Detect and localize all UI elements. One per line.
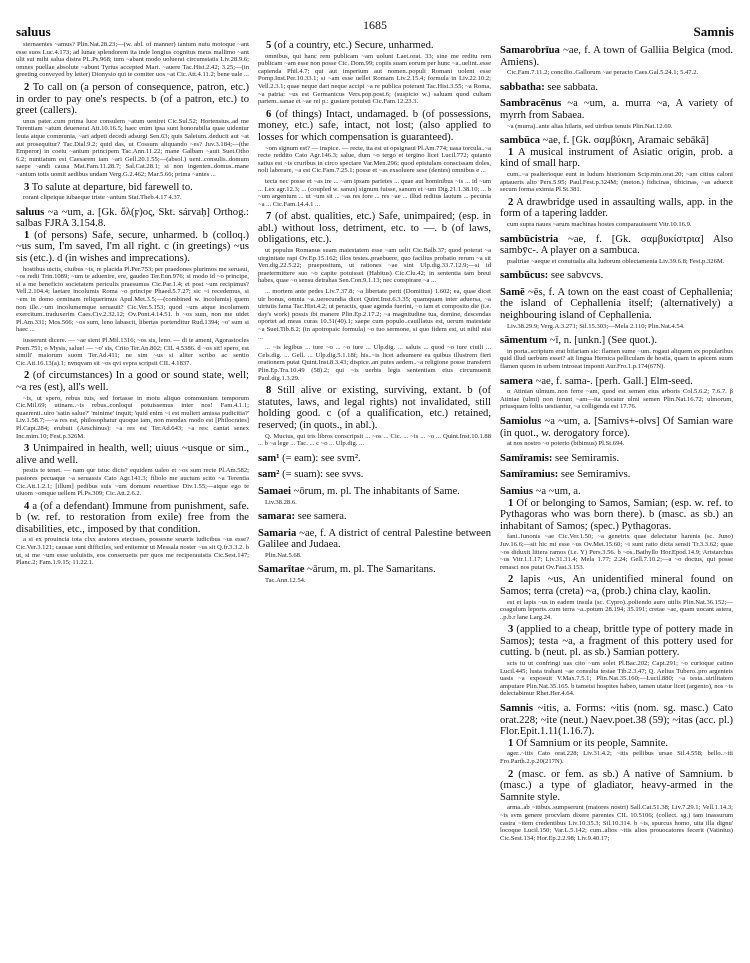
entry-lemma bbox=[500, 45, 733, 68]
sense-text: (masc. or fem. as sb.) A native of Samnium. b (masc.) a type of gladiator, heavy-armed in the Samnite style. bbox=[500, 768, 733, 803]
sense-number: 4 bbox=[24, 500, 30, 512]
sense-number: 1 bbox=[508, 497, 514, 509]
sense-number: 3 bbox=[508, 624, 514, 636]
sense-definition bbox=[16, 443, 249, 466]
lemma-grammar: ~ae, f. [Gk. σαμβυκίστρια] Also sambȳc-. A player on a sambuca. bbox=[500, 233, 733, 257]
column-left bbox=[16, 40, 249, 955]
citation-text: a si ex prouincia tota clxx aratores eiecisses, possesne seueris iudicibus ~us esse? Cic.Ver.3.121; causae sunt difficiles, sed enitemur ut Messala noster ~us sit Q.fr.3.3.2. b ut, si me ~um esse uoluistis, eos conseruetis per quos me reciperauistis Cic.Sest.147; Planc.2; Fam.1.9.15; 11.22.1. bbox=[16, 536, 249, 567]
sense-definition bbox=[500, 574, 733, 597]
citation-text: iusserunt dicere. — ~ae sient Pl.Mil.1316; ~os sis, leno. — di te ament, Agorastocles Poen.751; o Mysis, salue! — ~o' sis, Crito Ter.An.802; CIL 4.5386. d ~os sit! spero, est simili' maiorum suom Ter.Ad.411; ne sim ~us si aliter scribo ac sentio Cic.Att.16.13(a).1; nvnqvam sit ~os qvi svpra scripsit CIL 4.1837. bbox=[16, 337, 249, 367]
sense-definition bbox=[500, 624, 733, 659]
lemma-grammar: ~itis, a. Forms: ~itis (nom. sg. masc.) Cato orat.228; ~ite (neut.) Naev.poet.38 (59); ~itas (acc. pl.) Flor.Epit.1.11(1.16.7). bbox=[500, 703, 733, 738]
headword: Samīramius: bbox=[500, 469, 559, 481]
headword: sambūcus: bbox=[500, 270, 549, 282]
headword: sāmentum bbox=[500, 335, 548, 347]
sense-definition bbox=[500, 147, 733, 170]
citation-text: Q. Mucius, qui tris libros conscripsit ... ~os ... Cic. ... ~is ... ~o ... Quint.Inst.10.1.88 ... b ~a lege ... Tac. ... c ~o ... Ulp.dig. ... bbox=[258, 432, 491, 448]
sense-definition bbox=[16, 370, 249, 393]
citation-text: hostibus uictis, ciuibus ~is, re placida Pl.Per.753; per praedones plurimos me seruaui, ~os redii Trin.1089; ~um te aduenire, ere, gaudeo Ter.Eun.976; si modo id ~o principe, si a me beneficio societatem periculis praesumus Cic.Par.1.4; et post ~um recipimus? Vell.2.104.4; laetare incolumis Roma ~o principe Phaed.5.7.27; sic ~i recedemus, si ~em in domo ceminam reliquerimus Apul.Met.3.5;—(combined w. incolumis) quem non ille..~um incolumemque seruauit? Cic.Ver.5.153; quod ~um atque incolumem exercitum..traduxerim Caes.Civ.2.32.12; Ov.Pont.4.14.51. b ~os sum, non me uidet Pl.Am.331; Mos.566; ~os sum, leno labascit, libertas portenditur Rud.1394; ~o' sum si haec ... bbox=[16, 265, 249, 334]
citation-text: psaltriae ~aeque et conuiualia alia ludorum oblectamenta Liv.39.6.8; Fest.p.326M. bbox=[507, 257, 725, 265]
headword: Samarobrīua bbox=[500, 45, 560, 56]
sense-text: Unimpaired in health, well; uiuus ~usque or sim., alive and well. bbox=[16, 443, 249, 466]
sense-definition bbox=[258, 40, 491, 52]
sense-number: 1 bbox=[508, 737, 514, 749]
lemma-grammar: ~ae, f. [Gk. σαμβύκη, Aramaic sebākā] bbox=[540, 135, 709, 147]
sense-text: To call on (a person of consequence, patron, etc.) in order to pay one's respects. b (of a patron, etc.) to greet (callers). bbox=[16, 81, 249, 117]
sense-text: (applied to a cheap, brittle type of pottery made in Samos); testa ~a, a fragment of this pottery used for cutting. b (neut. pl. as sb.) Samian pottery. bbox=[500, 624, 733, 659]
entry-lemma bbox=[500, 703, 733, 738]
sense-text: Still alive or existing, surviving, extant. b (of statutes, laws, and legal rights) not invalidated, still holding good. c (of a qualification, etc.) retained, reserved; (in quots., in abl.). bbox=[258, 385, 491, 431]
citation-text: est et lapis ~us in eadem insula (sc. Cypro)..poliendo auro utilis Plin.Nat.36.152;—coagulum leporis..cum terra ~a..potum 28.194; 35.191; cretae ~ae, quam uocant astera, ..p.b.r lane Larg.24. bbox=[500, 598, 733, 621]
sense-number: 5 bbox=[266, 40, 272, 51]
citation-text: at nos nostro ~o poterio (bibimus) Pl.St.694. bbox=[507, 440, 625, 448]
sense-definition bbox=[16, 230, 249, 265]
citation-text: Liv.38.29.9; Verg.A.3.271; Sil.15.303;—Mela 2.110; Plin.Nat.4.54. bbox=[507, 322, 685, 330]
lemma-grammar: ~ae, f. A town of Galliia Belgica (mod. Amiens). bbox=[500, 45, 733, 68]
entry-lemma bbox=[500, 376, 733, 388]
left-guide-word: saluus bbox=[16, 24, 51, 39]
entry-lemma bbox=[500, 453, 733, 465]
sense-definition bbox=[500, 738, 733, 750]
lemma-grammar: ~a ~um, a. [Samivs+-olvs] Of Samian ware (in quot., w. derogatory force). bbox=[500, 416, 733, 439]
entry-lemma bbox=[258, 469, 491, 481]
headword: Samē bbox=[500, 286, 525, 298]
entry-lemma bbox=[500, 234, 733, 257]
sense-definition bbox=[16, 182, 249, 194]
sense-text: (of a country, etc.) Secure, unharmed. bbox=[271, 40, 434, 51]
headword: Samaei bbox=[258, 485, 291, 497]
citation-text: ~om signum est? — inspice. — recte, ita est ut opsignaui Pl.Am.774; uasa torcula..~a recte reddito Cato Agr.146.3; salue, dum ~o tergo et tergino licet Lucil.772; quianto satius est ~is cruribus in circo spectare Var.Men.296; quod epistulam conscissam doles, noli laborare, ~a est Cic.Fam.7.25.1; posse et ~as exsoluere sese (dentes) omnibus e ... bbox=[258, 144, 491, 175]
headword: samera bbox=[500, 375, 533, 387]
citation-text: α Atinian ulmum..non ferre ~am, quod est semen eius arboris Col.5.6.2; 7.6.7. β Atiniae (ulmi) non ferunt ~am—ita uocatur ulmi semen Plin.Nat.16.72; ulmorum, priusquam foliis uestiantur, ~a colligenda est 17.76. bbox=[500, 388, 733, 411]
sense-text: To salute at departure, bid farewell to. bbox=[29, 181, 193, 193]
lemma-grammar: (= eam): see svm². bbox=[279, 452, 361, 464]
headword: Sambracēnus bbox=[500, 98, 562, 110]
lemma-grammar: ~ōrum, m. pl. The inhabitants of Same. bbox=[290, 485, 460, 497]
headword: samara: bbox=[258, 511, 296, 523]
sense-number: 7 bbox=[266, 211, 272, 223]
sense-text: a (of a defendant) Immune from punishment, safe. b (w. ref. to restoration from exile) free from the disabilities, etc., imposed by that condition. bbox=[16, 500, 249, 535]
sense-text: (of circumstances) In a good or sound state, well; ~a res (est), all's well. bbox=[16, 370, 249, 393]
headword: Samius bbox=[500, 485, 533, 497]
sense-number: 3 bbox=[24, 181, 30, 193]
sense-number: 2 bbox=[508, 574, 514, 586]
right-guide-word: Samnis bbox=[693, 24, 734, 39]
entry-lemma bbox=[500, 486, 733, 498]
citation-text: Liv.38.28.6. bbox=[265, 498, 297, 506]
page-number: 1685 bbox=[363, 18, 387, 32]
entry-lemma bbox=[500, 287, 733, 322]
citation-text: ager..~itis Cato orat.228; Liv.31.4.2; ~itis pellibus ursae Sil.4.558; bello..~iti Fro.Parth.2.p.20(217N). bbox=[500, 750, 733, 765]
sense-number: 2 bbox=[24, 370, 30, 382]
sense-definition bbox=[258, 211, 491, 246]
lemma-grammar: see Semiramivs. bbox=[558, 469, 631, 481]
lemma-grammar: see sabvcvs. bbox=[548, 270, 604, 282]
sense-number: 3 bbox=[24, 443, 30, 455]
citation-text: scis tu ut confringi uas cito ~um solet Pl.Bac.202; Capt.291; ~o curioque catino Lucil.445; lusta trahant ~ae consulta testae Tib.2.3.47; Q. Aelius Tubero..pro argenteis uasis ~a exposuit V.Max.7.5.1; Plin.Nat.35.160;—Lucil.880; ~a testa..uirilitatem amputare Plin.Nat.35.165. b tametsi hospites habeo, tamen utatur licet (argento), nos ~is delectabimur Rhet.Her.4.64. bbox=[500, 660, 733, 698]
sense-definition bbox=[258, 385, 491, 431]
citation-text: ut populus Romanus suam maiestatem esse ~am uelit Cic.Balb.37; quod poterat ~a uirginitate rapi Ov.Ep.15.162; illos testes..praebuere, quo facilius probatio rerum ~a sit Ven.dig.22.5.22; praepositum, ut rationes ~ae sint Ulp.dig.33.7.12.9;—si id praetermittere suo ~o capite potuisset (Habitus) Cic.Clu.42; in sententia tam breui habes, quae ~o sensu detrahas Sen.Con.9.1.13; nec conspirare ~a ... bbox=[258, 247, 491, 285]
sense-number: 2 bbox=[508, 768, 514, 780]
dictionary-columns bbox=[16, 40, 734, 955]
headword: sambūcistria bbox=[500, 233, 559, 245]
sense-definition bbox=[500, 769, 733, 804]
sense-text: lapis ~us, An unidentified mineral found on Samos; terra (creta) ~a, (prob.) china clay, kaolin. bbox=[500, 574, 733, 597]
citation-text: Tac.Ann.12.54. bbox=[265, 577, 306, 585]
lemma-grammar: ~ārum, m. pl. The Samaritans. bbox=[304, 564, 436, 576]
entry-lemma bbox=[500, 82, 733, 94]
citation-text: Plin.Nat.5.68. bbox=[265, 551, 302, 559]
sense-number: 2 bbox=[508, 196, 514, 208]
sense-number: 1 bbox=[508, 146, 514, 158]
citation-text: arma..ab ~itibus..sumpserunt (maiores nostri) Sall.Cat.51.38; Liv.7.29.1; Vell.1.14.3; ~is svm genere procvlam dixere parentes CIL 10.5106; (collect. sg.) iam inassurum castra ~item credentibus Liv.10.35.3; Sil.10.314. b ~is, spurcus homo, uita illa dignu' locoque Lucil.150; Var.L.5.142; cum..alios ~itis alios prouocatores fecerit (Vatinius) Cic.Sest.134; Hor.Ep.2.2.98; Liv.9.40.17; bbox=[500, 804, 733, 842]
citation-text: fani..Iunonis ~ae Cic.Ver.1.50; ~a genetrix quae delectatur harenis (sc. Juno) Juv.16.6;—sit hic mi esse ~us Ov.Met.15.60; ~i sunt ratio dicta sensit Tr.3.3.62; quae ~os diduxit littera ramos (i.e. Y) Pers.3.56. b ~os..Bathyllo Hor.Epod.14.9; Aristarchus ~us Vitr.1.1.17; Liv.31.31.4; Mela 1.77; 2.24; Gell.7.10.2;—a ~o doctus, qui posse renasci nos putat Ov.Fast.3.153. bbox=[500, 533, 733, 571]
headword: saluus bbox=[16, 206, 45, 218]
lemma-grammar: ~ī, n. [unkn.] (See quot.). bbox=[547, 335, 657, 347]
citation-text: unus pater..cum prima luce consulem ~atum ueniret Cic.Sul.52; Hortensius..ad me Terentiam ~atum deuenerat Att.10.16.5; haec enim ipsa sunt honorabilia quae uidentur leuia atque communia, ~ari adpeti decedi adsurgi Sen.63; quis Saleium..deducit aut ~at aut prosequitur? Tac.Dial.9.2; quid das, ut Cossum aliquando ~es? Juv.3.184;—(the Emperor) in coetu ~antum principem Tac.Ann.11.22; mane Galbam ~auit Suet.Otho 6.2; nuntiatum est Caesarem iam ~ari Gell.20.1.55;—(absol.) ueni..consulis..domum saepe ~andi causa Mat.Fam.11.28.7; Sal.Cat.28.1; si non ingenten..domus..mane ~antum totis uomit aedibus undam Verg.G.2.462; Mar.5.66; prima ~antes ... bbox=[16, 117, 249, 178]
entry-lemma bbox=[16, 207, 249, 230]
citation-text: omnibus, qui hanc rem publicam ~am uolunt Laet.orat. 33; sine me reditu rem publicam ~am esse non posse Cic. Dom.99; copiis suam eorum per hunc ~a..uelint..esse capienda Phil.4.7; qui aut imperium aut nomen..populi Romani uolent esse Pomp.Inst.Per.10.33.1; si ~am esse uellet Romam Liv.2.15.4; formula in Liv.22.10.2; Vell.2.3.1; quae neque dari neque accipi ~a re publica poterant Tac.Hist.3.55; ~a Roma, ~a patria: ~us est Germanicus Vers.pop.post.6; (suspicio w.) saluam quod cultam partem..sanae et ~ae rei p.: gustare potuisti Cic.Fam.12.23.3. bbox=[258, 52, 491, 106]
citation-text: ~is, ut spero, rebus tuis, sed fortasse in motu aliquo communium temporum Cic.Mil.69; utinam..~is rebus..conloqui potuissemus inter nos! Fam.4.1.1; quaerenti..uiro 'satin salue?' 'minime' inquit; 'quid enim ~i est mulieri amissa pudicitia?' Liv.1.58.7;—~a res est, philosophatur quoque iam, non mendax modo est [Philocrates] Pl.Capt.284; erubuit (Aeschinus): ~a res est Ter.Ad.643; ~a res: cantat senex Inc.mim.10; Fest.p.326M. bbox=[16, 394, 249, 440]
entry-lemma bbox=[258, 486, 491, 498]
headword: Samnis bbox=[500, 703, 533, 715]
sense-text: A musical instrument of Asiatic origin, prob. a kind of small harp. bbox=[500, 146, 733, 170]
sense-number: 1 bbox=[24, 229, 30, 241]
entry-lemma bbox=[258, 453, 491, 465]
lemma-grammar: ~ae, f. sama-. [perh. Gall.] Elm-seed. bbox=[532, 375, 693, 387]
page-header bbox=[16, 18, 734, 39]
lemma-grammar: (= suam): see svvs. bbox=[279, 469, 364, 481]
headword: sam² bbox=[258, 469, 280, 481]
lemma-grammar: ~ae, f. A district of central Palestine between Galilee and Judaea. bbox=[258, 527, 491, 551]
sense-number: 8 bbox=[266, 385, 272, 397]
sense-number: 2 bbox=[24, 81, 30, 93]
sense-text: Of or belonging to Samos, Samian; (esp. w. ref. to Pythagoras who was born there). b (masc. as sb.) an inhabitant of Samos; (spec.) Pythagoras. bbox=[500, 497, 733, 532]
entry-lemma bbox=[500, 416, 733, 439]
citation-text: ~a (murra)..ante alias hilaris, sed uiribus tenuis Plin.Nat.12.69. bbox=[507, 122, 673, 130]
citation-text: in porta..scriptum erat bifariam sic: flamen sume ~um. rogaui aliquem ex popularibus quid illud uerbum esset? ait lingua Hernica pelliculam de hostia, quam in apicem suum flamen quom in urbem introeat imponit Aur.Fro.1.p.174(67N). bbox=[500, 347, 733, 371]
sense-definition bbox=[500, 197, 733, 220]
entry-lemma bbox=[258, 564, 491, 576]
citation-text: pestis te tenet. — nam qur istuc dicis? equidem ualeo et ~os sum recte Pl.Am.582; pastores pecuaque ~a seruassis Cato Agr.141.3; filiolo me auctum scito ~a Terentia Cic.Att.1.2.1; [illum] pedibus suis ~um domum reuertisse Div.1.55;—atque ego te uiuom ~omque uellem Pl.Ps.309; Cic.Att.2.6.2. bbox=[16, 467, 249, 498]
sense-text: (of persons) Safe, secure, unharmed. b (colloq.) ~us sum, I'm saved, I'm all right. c (in greetings) ~us sis (etc.). d (in wishes and imprecations). bbox=[16, 229, 249, 265]
lemma-grammar: see Semiramis. bbox=[552, 452, 620, 464]
sense-text: (of abst. qualities, etc.) Safe, unimpaired; (esp. in abl.) without loss, detriment, etc. to —. b (of laws, obligations, etc.). bbox=[258, 211, 491, 246]
sense-text: A drawbridge used in assaulting walls, app. in the form of a tapering ladder. bbox=[500, 196, 733, 220]
citation-text: sternaentes ~amus? Plin.Nat.28.23;—(w. abl. of manner) tantum nutu motoque ~ant esse suos Luc.4.173; ad lunae splendorem ita inde longius cognitus meus mallimo ~ant ulit sui mihi salua distra PL.Ps.968; tum ~abant modo uoluerat circumstatis Liv.28.9.6; omnes puellae absolute ~abunt Tyrius accepted Mart. ~auere Tac.Hist.2.42; 3.25;—(in greeting conveyed by letter) Dionysio qui te comiter uos ~at Cic.Att.4.11.2; bene uale ... bbox=[16, 41, 249, 79]
entry-lemma bbox=[258, 528, 491, 551]
lemma-grammar: ~a ~um, a. bbox=[532, 485, 581, 497]
sense-definition bbox=[16, 501, 249, 536]
lemma-grammar: see sabbata. bbox=[544, 81, 598, 93]
headword: Samarītae bbox=[258, 564, 305, 576]
citation-text: cum..~a psalterioque eunt in ludum histrionum Scip.min.orat.20; ~am citius caloni aptaueris alto Pers.5.95; Paul.Fest.p.324M; (meton.) fidicinas, tibicinas, ~as aduexit secum forma eximia Pl.St.381. bbox=[500, 170, 733, 194]
entry-lemma bbox=[500, 135, 733, 147]
entry-lemma bbox=[500, 335, 733, 347]
sense-definition bbox=[16, 82, 249, 117]
lemma-grammar: ~a ~um, a. [Gk. ὅλ(ϝ)ος, Skt. sárvaḥ] Orthog.: salbas FJRA 3.154.8. bbox=[16, 206, 249, 230]
entry-lemma bbox=[258, 511, 491, 523]
citation-text: Cic.Fam.7.11.2; concilio..Gallorum ~ae peracto Caes.Gal.5.24.1; 5.47.2. bbox=[507, 69, 699, 77]
lemma-grammar: ~a ~um, a. murra ~a, A variety of myrrh from Sabaea. bbox=[500, 98, 733, 121]
citation-text: ... mortem ante pedes Liv.7.37.8; ~a libertate perit (Domitius) 1.602; ea, quae dicet uir bonus, omnia ~a..uerecundia dicet Quint.Inst.6.3.35; quamquam inter aduersa, ~a uirtutis fama Tac.Hist.4.2; ut peractis, quae agenda fuerint, ~o iam et composito die (i.e. day's work) possis ibi manere Plin.Ep.2.17.2; ~a magnitudine tua, domine, descendas oportet ad meas curas 10.31(40).1; saepe cum populo..cauillatus est, uerum maiestate ~a Suet.Tib.8.2; (in apotropaic formula) ~o tuo sermone, si quo fidem est, ut nihil nisi ... bbox=[258, 288, 491, 341]
citation-text: ... ~is legibus ... iure ~o ... ~o iure ... Ulp.dig. ... saluis ... quod ~o iure ciuili ... Cels.dig. ... Gell. ... Ulp.dig.5.1.18f; his..~is licet adsumere ea quibus illustrem fieri orationem putat Quint.Inst.8.3.43; dispice..an putes aedem..~a religione posse transferri Plin.Ep.Tra.10.49 (58).2; qui ~is uerbis legis sententiam eius circumuenit Paul.dig.1.3.29. bbox=[258, 344, 491, 382]
citation-text: tecta nec posse et ~as ire ... ~am ipsam parietes ... quae aut hominibus ~is ... id ~um ... Lex agr.12.3; ... (coupled w. sanus) signum fuisse, sanum et ~um Dig.21.1.38.10; ... b ~um argentum ... ut ~um sit ... ~as res fore ... res ~ae ... illud reditus lautum ... pecunia ~a ... Cic.Fam.14.4.1 ... bbox=[258, 177, 491, 208]
sense-text: (of things) Intact, undamaged. b (of possessions, money, etc.) safe, intact, not lost; (also applied to losses for which compensation is guaranteed). bbox=[258, 108, 491, 143]
lemma-grammar: ~ēs, f. A town on the east coast of Cephallenia; the island of Cephallenia itself; (alternatively) a neighbouring island of Cephallenia. bbox=[500, 286, 733, 322]
lemma-grammar: see samera. bbox=[295, 511, 347, 523]
headword: sabbatha: bbox=[500, 81, 545, 93]
column-right bbox=[500, 40, 733, 955]
citation-text: rorant clipeique iubaeque triste ~antum Stat.Theb.4.17 4.37. bbox=[23, 194, 182, 202]
citation-text: cum supra naues ~arum machinas hostes comparauissent Vitr.10.16.9. bbox=[507, 220, 692, 228]
sense-text: Of Samnium or its people, Samnite. bbox=[513, 737, 669, 749]
sense-definition bbox=[500, 498, 733, 533]
entry-lemma bbox=[500, 98, 733, 121]
entry-lemma bbox=[500, 469, 733, 481]
entry-lemma bbox=[500, 270, 733, 282]
headword: sambūca bbox=[500, 135, 541, 147]
headword: sam¹ bbox=[258, 452, 280, 464]
sense-definition bbox=[258, 109, 491, 144]
sense-number: 6 bbox=[266, 108, 272, 120]
headword: Samaria bbox=[258, 527, 297, 539]
headword: Samīramis: bbox=[500, 452, 553, 464]
column-middle bbox=[258, 40, 491, 955]
headword: Samiolus bbox=[500, 416, 542, 427]
